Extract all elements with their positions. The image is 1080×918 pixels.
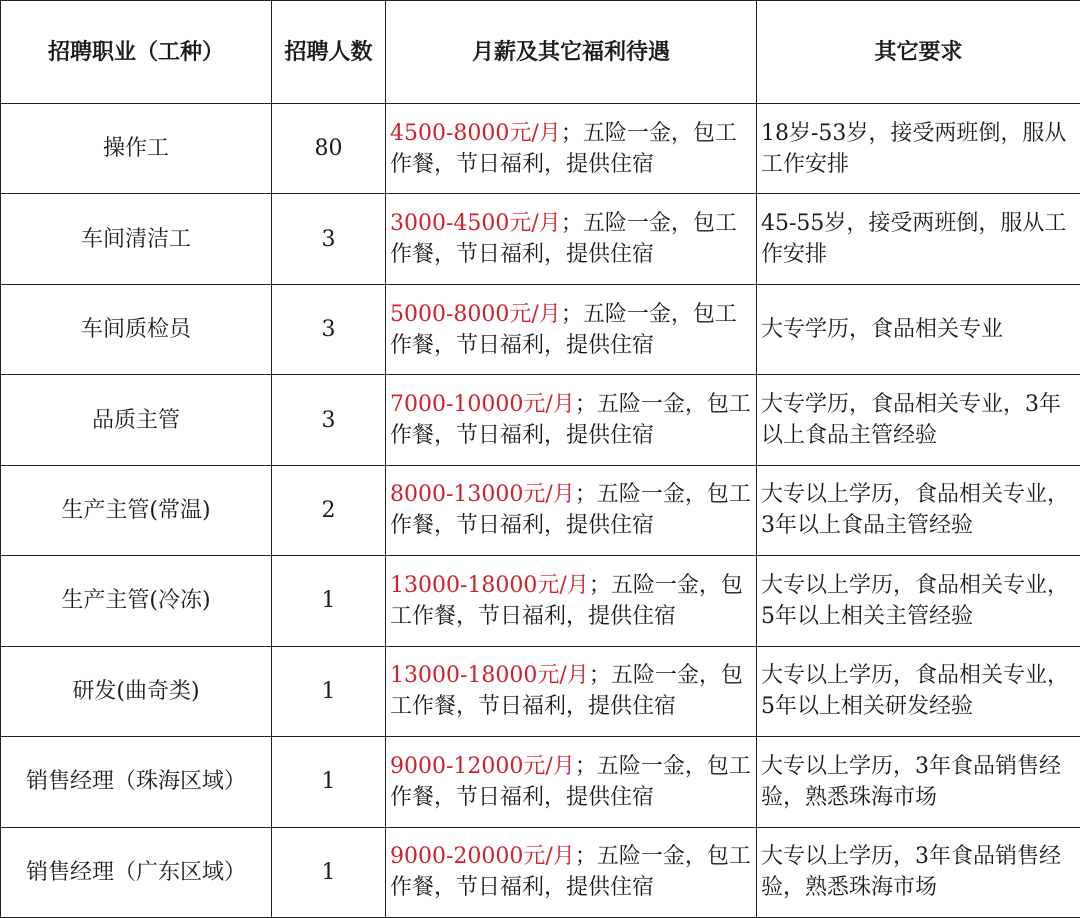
- headcount-cell: 2: [272, 465, 386, 555]
- job-title-cell: 研发(曲奇类): [1, 646, 272, 736]
- benefits-text: ；五险一金，包工作餐，节日福利，提供住宿: [390, 301, 737, 358]
- benefits-text: ；五险一金，包工作餐，节日福利，提供住宿: [390, 392, 751, 449]
- table-body: [1, 104, 1080, 918]
- benefits-text: ；五险一金，包工作餐，节日福利，提供住宿: [390, 482, 751, 539]
- header-job: 招聘职业（工种）: [1, 1, 272, 104]
- requirements-cell: 大专学历，食品相关专业: [757, 284, 1080, 374]
- requirements-cell: 大专以上学历，3年食品销售经验，熟悉珠海市场: [757, 737, 1080, 827]
- benefits-text: ；五险一金，包工作餐，节日福利，提供住宿: [390, 120, 737, 177]
- headcount-cell: 1: [272, 556, 386, 646]
- job-title-cell: 销售经理（广东区域）: [1, 827, 272, 918]
- salary-cell: [386, 465, 757, 555]
- headcount-cell: 3: [272, 284, 386, 374]
- headcount-cell: 3: [272, 194, 386, 284]
- salary-range: 9000-12000元/月: [390, 753, 575, 779]
- salary-cell: [386, 104, 757, 194]
- salary-cell: [386, 646, 757, 736]
- salary-range: 3000-4500元/月: [390, 211, 561, 237]
- headcount-cell: 80: [272, 104, 386, 194]
- header-requirements: 其它要求: [757, 1, 1080, 104]
- salary-cell: [386, 284, 757, 374]
- table-row: [1, 465, 1080, 555]
- headcount-cell: 3: [272, 375, 386, 465]
- table-row: [1, 375, 1080, 465]
- table-row: [1, 737, 1080, 827]
- salary-cell: [386, 556, 757, 646]
- table-row: [1, 284, 1080, 374]
- salary-cell: [386, 827, 757, 918]
- headcount-cell: 1: [272, 646, 386, 736]
- salary-range: 4500-8000元/月: [390, 120, 561, 146]
- job-title-cell: 销售经理（珠海区域）: [1, 737, 272, 827]
- header-count: 招聘人数: [272, 1, 386, 104]
- table-row: [1, 104, 1080, 194]
- salary-cell: [386, 375, 757, 465]
- headcount-cell: 1: [272, 737, 386, 827]
- job-title-cell: 生产主管(冷冻): [1, 556, 272, 646]
- table-row: [1, 827, 1080, 918]
- requirements-cell: 大专以上学历，食品相关专业，5年以上相关研发经验: [757, 646, 1080, 736]
- benefits-text: ；五险一金，包工作餐，节日福利，提供住宿: [390, 753, 751, 810]
- header-salary: 月薪及其它福利待遇: [386, 1, 757, 104]
- salary-range: 8000-13000元/月: [390, 482, 575, 508]
- salary-range: 9000-20000元/月: [390, 844, 575, 870]
- requirements-cell: 45-55岁，接受两班倒，服从工作安排: [757, 194, 1080, 284]
- benefits-text: ；五险一金，包工作餐，节日福利，提供住宿: [390, 663, 743, 720]
- table-row: [1, 556, 1080, 646]
- table-row: [1, 646, 1080, 736]
- requirements-cell: 大专以上学历，3年食品销售经验，熟悉珠海市场: [757, 827, 1080, 918]
- benefits-text: ；五险一金，包工作餐，节日福利，提供住宿: [390, 211, 737, 268]
- salary-range: 7000-10000元/月: [390, 392, 575, 418]
- requirements-cell: 大专学历，食品相关专业，3年以上食品主管经验: [757, 375, 1080, 465]
- job-title-cell: 操作工: [1, 104, 272, 194]
- benefits-text: ；五险一金，包工作餐，节日福利，提供住宿: [390, 844, 751, 901]
- benefits-text: ；五险一金，包工作餐，节日福利，提供住宿: [390, 572, 743, 629]
- table-row: [1, 194, 1080, 284]
- requirements-cell: 大专以上学历，食品相关专业，3年以上食品主管经验: [757, 465, 1080, 555]
- job-title-cell: 生产主管(常温): [1, 465, 272, 555]
- requirements-cell: 大专以上学历，食品相关专业，5年以上相关主管经验: [757, 556, 1080, 646]
- job-title-cell: 品质主管: [1, 375, 272, 465]
- job-title-cell: 车间质检员: [1, 284, 272, 374]
- salary-cell: [386, 194, 757, 284]
- salary-range: 5000-8000元/月: [390, 301, 561, 327]
- requirements-cell: 18岁-53岁，接受两班倒，服从工作安排: [757, 104, 1080, 194]
- salary-range: 13000-18000元/月: [390, 572, 589, 598]
- salary-range: 13000-18000元/月: [390, 663, 589, 689]
- job-title-cell: 车间清洁工: [1, 194, 272, 284]
- headcount-cell: 1: [272, 827, 386, 918]
- table-header-row: [1, 1, 1080, 104]
- salary-cell: [386, 737, 757, 827]
